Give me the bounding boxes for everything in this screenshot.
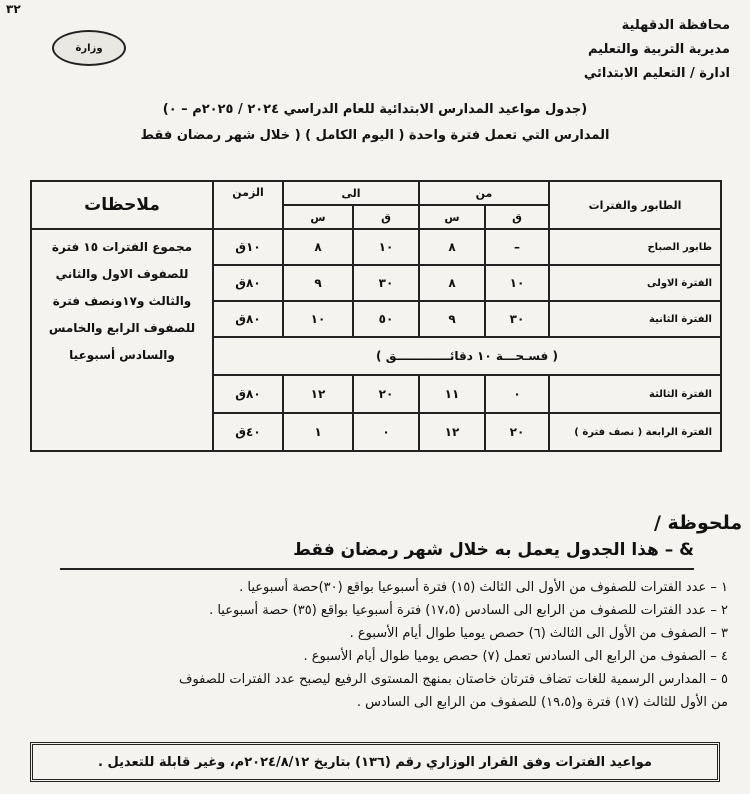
- note-title: ملحوظة /: [654, 512, 743, 534]
- duration: ٨٠ق: [213, 265, 283, 301]
- note-bullet: ٢ – عدد الفترات للصفوف من الرابع الى السادس (١٧،٥) فترة أسبوعيا بواقع (٣٥) حصة أسبوعيا .: [209, 603, 728, 618]
- break-label: ( فسـحـــة ١٠ دقائـــــــــــــق ): [213, 337, 721, 375]
- row-label: طابور الصباح: [549, 229, 721, 265]
- to-minutes: ٣٠: [353, 265, 419, 301]
- row-label: الفترة الثانية: [549, 301, 721, 337]
- notes-line: للصفوف الرابع والخامس: [48, 321, 196, 335]
- notes-line: مجموع الفترات ١٥ فترة: [51, 240, 193, 254]
- header-from: من: [419, 181, 549, 205]
- note-bullet: ٤ – الصفوف من الرابع الى السادس تعمل (٧) حصص يوميا طوال أيام الأسبوع .: [303, 649, 728, 664]
- note-bullet: من الأول للثالث (١٧) فترة و(١٩،٥) للصفوف من الرابع الى السادس .: [356, 695, 728, 710]
- notes-line: للصفوف الاول والثاني: [55, 267, 189, 281]
- from-hours: ٨: [419, 265, 485, 301]
- document-subtitle: المدارس التي تعمل فترة واحدة ( اليوم الكامل ) ( خلال شهر رمضان فقط: [140, 128, 610, 143]
- logo-text: وزارة: [75, 42, 103, 54]
- footer-decree-box: [30, 742, 720, 782]
- from-minutes: ٠: [485, 375, 549, 413]
- subheader-hours: س: [283, 205, 353, 229]
- duration: ٨٠ق: [213, 375, 283, 413]
- from-hours: ١١: [419, 375, 485, 413]
- to-hours: ١٠: [283, 301, 353, 337]
- note-main-statement: & – هذا الجدول يعمل به خلال شهر رمضان فقط: [60, 540, 694, 570]
- to-minutes: ٢٠: [353, 375, 419, 413]
- org-line: مديرية التربية والتعليم: [587, 42, 730, 57]
- to-hours: ١٢: [283, 375, 353, 413]
- subheader-minutes: ق: [485, 205, 549, 229]
- ministry-logo-icon: [52, 30, 126, 66]
- duration: ١٠ق: [213, 229, 283, 265]
- header-notes: ملاحظات: [31, 181, 213, 229]
- row-label: الفترة الثالثة: [549, 375, 721, 413]
- document-title: (جدول مواعيد المدارس الابتدائية للعام الدراسي ٢٠٢٤ / ٢٠٢٥م – ٠): [162, 102, 588, 117]
- table-header-row: [31, 181, 721, 205]
- duration: ٨٠ق: [213, 301, 283, 337]
- from-minutes: ١٠: [485, 265, 549, 301]
- from-hours: ١٢: [419, 413, 485, 451]
- to-minutes: ١٠: [353, 229, 419, 265]
- header-periods: الطابور والفترات: [549, 181, 721, 229]
- row-label: الفترة الرابعة ( نصف فترة ): [549, 413, 721, 451]
- notes-line: والثالث و١٧ونصف فترة: [52, 294, 192, 308]
- notes-cell: [31, 229, 213, 451]
- to-minutes: ٠: [353, 413, 419, 451]
- duration: ٤٠ق: [213, 413, 283, 451]
- note-bullet: ١ – عدد الفترات للصفوف من الأول الى الثالث (١٥) فترة أسبوعيا بواقع (٣٠)حصة أسبوعيا .: [239, 580, 728, 595]
- to-minutes: ٥٠: [353, 301, 419, 337]
- org-line: محافظة الدقهلية: [621, 18, 730, 33]
- org-line: ادارة / التعليم الابتدائي: [583, 66, 730, 81]
- table-row: [31, 229, 721, 265]
- schedule-table: [30, 180, 722, 452]
- corner-mark: ٣٢: [6, 2, 21, 16]
- to-hours: ١: [283, 413, 353, 451]
- footer-text: مواعيد الفترات وفق القرار الوزاري رقم (١٣٦) بتاريخ ٢٠٢٤/٨/١٢م، وغير قابلة للتعديل .: [98, 754, 652, 770]
- from-minutes: ٣٠: [485, 301, 549, 337]
- note-bullet: ٣ – الصفوف من الأول الى الثالث (٦) حصص يوميا طوال أيام الأسبوع .: [349, 626, 728, 641]
- to-hours: ٩: [283, 265, 353, 301]
- row-label: الفترة الاولى: [549, 265, 721, 301]
- header-to: الى: [283, 181, 419, 205]
- to-hours: ٨: [283, 229, 353, 265]
- note-bullet: ٥ – المدارس الرسمية للغات تضاف فترتان خاصتان بمنهج المستوى الرفيع ليصبح عدد الفترات للصفوف: [178, 672, 728, 687]
- note-bullets: [18, 576, 728, 714]
- organization-header: [584, 14, 730, 86]
- from-hours: ٩: [419, 301, 485, 337]
- subheader-hours: س: [419, 205, 485, 229]
- from-minutes: –: [485, 229, 549, 265]
- from-hours: ٨: [419, 229, 485, 265]
- notes-line: والسادس أسبوعيا: [69, 348, 175, 362]
- subheader-minutes: ق: [353, 205, 419, 229]
- from-minutes: ٢٠: [485, 413, 549, 451]
- header-duration: الزمن: [213, 181, 283, 229]
